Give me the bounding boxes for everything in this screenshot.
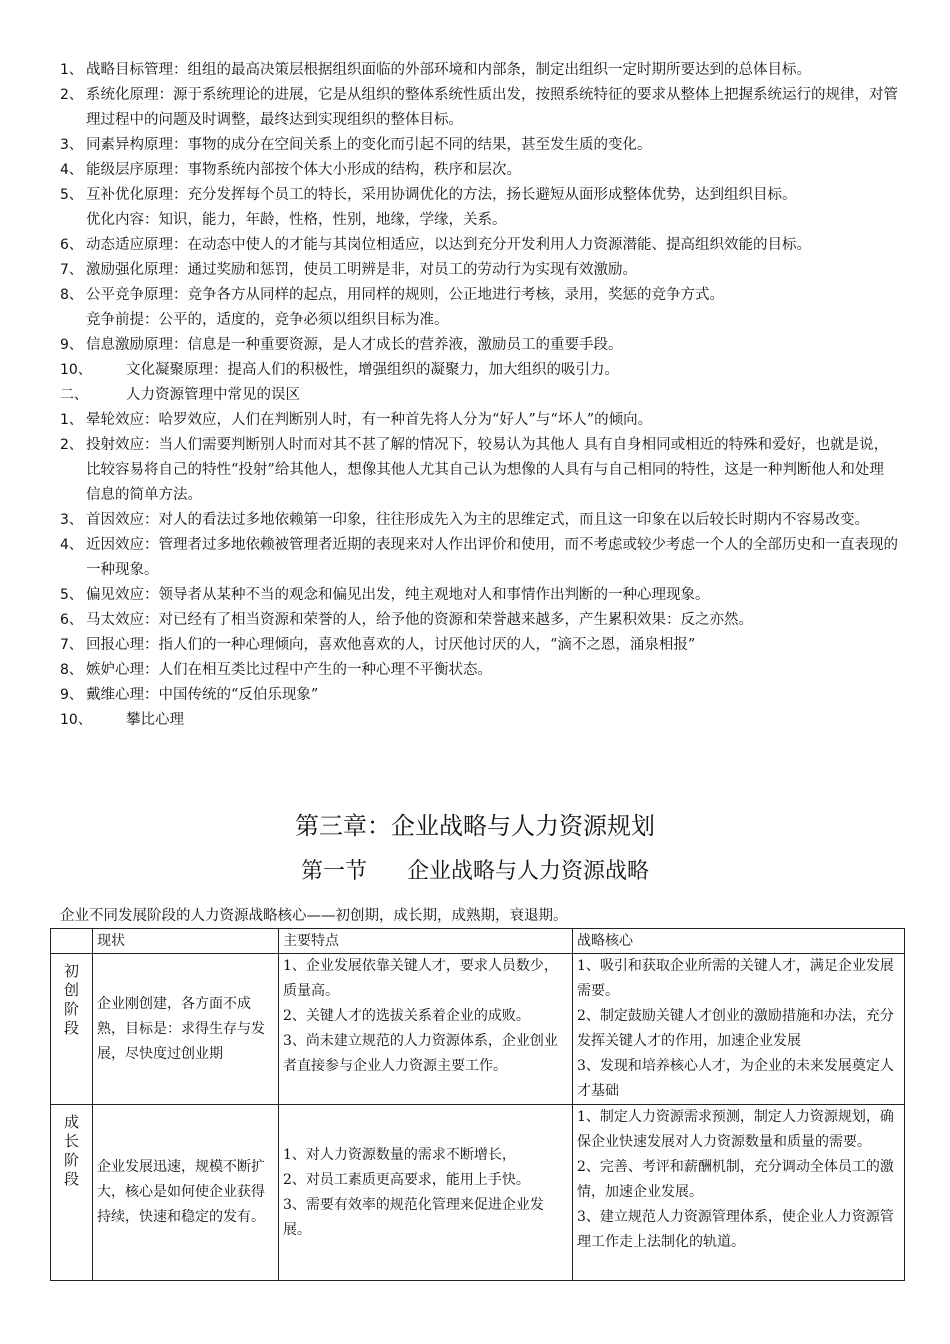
table-row [51,1105,905,1281]
item-number: 3、 [60,137,83,153]
item-text: 攀比心理 [126,712,184,728]
item-text: 偏见效应：领导者从某种不当的观念和偏见出发，纯主观地对人和事情作出判断的一种心理现象。 [86,587,710,603]
list-item [0,708,950,733]
item-number: 8、 [60,662,83,678]
item-text: 动态适应原理：在动态中使人的才能与其岗位相适应，以达到充分开发利用人力资源潜能、提高组织效能的目标。 [86,237,811,253]
list-item [0,508,950,533]
stage-char: 初 [63,962,79,980]
item-extra-text: 竞争前提：公平的，适度的，竞争必须以组织目标为准。 [86,312,449,328]
list-item [0,433,950,508]
core-text: 1、制定人力资源需求预测，制定人力资源规划，确保企业快速发展对人力资源数量和质量的需要。 [577,1109,894,1150]
list-item [0,583,950,608]
list-item [0,233,950,258]
item-number: 2、 [60,87,83,103]
stage-char: 段 [63,1170,79,1188]
feature-text: 3、需要有效率的规范化管理来促进企业发展。 [283,1196,544,1238]
core-text: 1、吸引和获取企业所需的关键人才，满足企业发展需要。 [577,958,894,999]
feature-text: 2、对员工素质更高要求，能用上手快。 [283,1171,530,1188]
feature-text: 1、对人力资源数量的需求不断增长， [283,1146,516,1163]
header-cell-features: 主要特点 [279,929,573,954]
core-text: 2、制定鼓励关键人才创业的激励措施和办法，充分发挥关键人才的作用，加速企业发展 [577,1008,894,1049]
features-cell [279,954,573,1105]
list-item [0,358,950,383]
item-text: 回报心理：指人们的一种心理倾向，喜欢他喜欢的人，讨厌他讨厌的人，“滴不之恩，涌泉相报” [86,637,696,653]
features-cell [279,1105,573,1281]
item-number: 3、 [60,512,83,528]
list-item [0,133,950,158]
strategy-table [50,928,905,1281]
feature-text: 3、尚未建立规范的人力资源体系，企业创业者直接参与企业人力资源主要工作。 [283,1033,558,1074]
status-cell: 企业发展迅速，规模不断扩大，核心是如何使企业获得持续，快速和稳定的发有。 [93,1105,279,1281]
list-item [0,633,950,658]
core-cell [573,954,905,1105]
list-item [0,183,950,233]
item-number: 5、 [60,187,83,203]
item-number: 8、 [60,287,83,303]
item-text: 戴维心理：中国传统的“反伯乐现象” [86,687,319,703]
header-cell-status: 现状 [93,929,279,954]
item-number: 1、 [60,62,83,78]
stage-char: 段 [63,1019,79,1037]
item-text: 公平竞争原理：竞争各方从同样的起点，用同样的规则，公正地进行考核，录用，奖惩的竞争方式。 [86,287,724,303]
core-cell [573,1105,905,1281]
item-text: 能级层序原理：事物系统内部按个体大小形成的结构，秩序和层次。 [86,162,521,178]
item-number: 4、 [60,162,83,178]
item-number: 二、 [60,387,88,403]
item-number: 4、 [60,537,83,553]
item-extra-text: 优化内容：知识，能力，年龄，性格，性别，地缘，学缘，关系。 [86,212,507,228]
table-header-row [51,929,905,954]
list-item [0,658,950,683]
stage-char: 成 [63,1113,79,1131]
item-number: 10、 [60,712,92,728]
item-number: 5、 [60,587,83,603]
core-text: 2、完善、考评和薪酬机制，充分调动全体员工的激情，加速企业发展。 [577,1159,894,1200]
section-number: 第一节 [300,859,367,884]
item-text: 马太效应：对已经有了相当资源和荣誉的人，给予他的资源和荣誉越来越多，产生累积效果：反之亦然。 [86,612,753,628]
chapter-title: 第三章：企业战略与人力资源规划 [295,812,655,840]
item-number: 2、 [60,437,83,453]
list-item [0,283,950,333]
list-item [0,533,950,583]
item-number: 10、 [60,362,92,378]
core-text: 3、建立规范人力资源管理体系，使企业人力资源管理工作走上法制化的轨道。 [577,1209,894,1250]
status-cell: 企业刚创建，各方面不成熟，目标是：求得生存与发展，尽快度过创业期 [93,954,279,1105]
item-text: 互补优化原理：充分发挥每个员工的特长，采用协调优化的方法，扬长避短从面形成整体优势，达到组织目标。 [86,187,797,203]
header-cell-core: 战略核心 [573,929,905,954]
list-item [0,58,950,83]
item-text: 信息激励原理：信息是一种重要资源，是人才成长的营养液，激励员工的重要手段。 [86,337,623,353]
list-item [0,683,950,708]
item-text: 投射效应：当人们需要判断别人时而对其不甚了解的情况下，较易认为其他人 具有自身相同或相近的特殊和爱好，也就是说，比较容易将自己的特性“投射”给其他人，想像其他人尤其自己认为想像的人具有与自己相同的特性，这是一种判断他人和处理信息的简单方法。 [86,437,889,503]
item-number: 7、 [60,637,83,653]
item-number: 9、 [60,337,83,353]
item-text: 晕轮效应：哈罗效应，人们在判断别人时，有一种首先将人分为“好人”与“坏人”的倾向。 [86,412,653,428]
feature-text: 1、企业发展依靠关键人才，要求人员数少，质量高。 [283,958,558,999]
item-text: 战略目标管理：组组的最高决策层根据组织面临的外部环境和内部条，制定出组织一定时期所要达到的总体目标。 [86,62,811,78]
principles-list [0,58,950,408]
stage-char: 长 [63,1132,79,1150]
item-text: 文化凝聚原理：提高人们的积极性，增强组织的凝聚力，加大组织的吸引力。 [126,362,619,378]
item-text: 嫉妒心理：人们在相互类比过程中产生的一种心理不平衡状态。 [86,662,492,678]
stage-cell [51,1105,93,1281]
stage-char: 阶 [63,1151,79,1169]
part-two-heading [0,383,950,408]
item-number: 9、 [60,687,83,703]
stage-char: 创 [63,981,79,999]
stage-char: 阶 [63,1000,79,1018]
feature-text: 2、关键人才的选拔关系着企业的成败。 [283,1008,530,1024]
item-text: 系统化原理：源于系统理论的进展，它是从组织的整体系统性质出发，按照系统特征的要求从整体上把握系统运行的规律，对管理过程中的问题及时调整，最终达到实现组织的整体目标。 [86,87,898,128]
list-item [0,608,950,633]
stage-cell [51,954,93,1105]
item-number: 1、 [60,412,83,428]
principles-section [0,58,950,733]
section-name: 企业战略与人力资源战略 [407,859,650,884]
core-text: 3、发现和培养核心人才，为企业的未来发展奠定人才基础 [577,1058,894,1099]
table-row [51,954,905,1105]
item-text: 首因效应：对人的看法过多地依赖第一印象，往往形成先入为主的思维定式，而且这一印象在以后较长时期内不容易改变。 [86,512,869,528]
misconceptions-list [0,408,950,733]
item-number: 7、 [60,262,83,278]
intro-paragraph: 企业不同发展阶段的人力资源战略核心——初创期，成长期，成熟期，衰退期。 [60,908,568,924]
item-text: 近因效应：管理者过多地依赖被管理者近期的表现来对人作出评价和使用，而不考虑或较少考虑一个人的全部历史和一直表现的一种现象。 [86,537,898,578]
list-item [0,258,950,283]
item-text: 同素异构原理：事物的成分在空间关系上的变化而引起不同的结果，甚至发生质的变化。 [86,137,652,153]
item-number: 6、 [60,237,83,253]
header-cell-stage [51,929,93,954]
section-title [0,857,950,887]
list-item [0,158,950,183]
list-item [0,408,950,433]
item-text: 激励强化原理：通过奖励和惩罚，使员工明辨是非，对员工的劳动行为实现有效激励。 [86,262,637,278]
heading-text: 人力资源管理中常见的误区 [126,387,300,403]
list-item [0,83,950,133]
list-item [0,333,950,358]
item-number: 6、 [60,612,83,628]
